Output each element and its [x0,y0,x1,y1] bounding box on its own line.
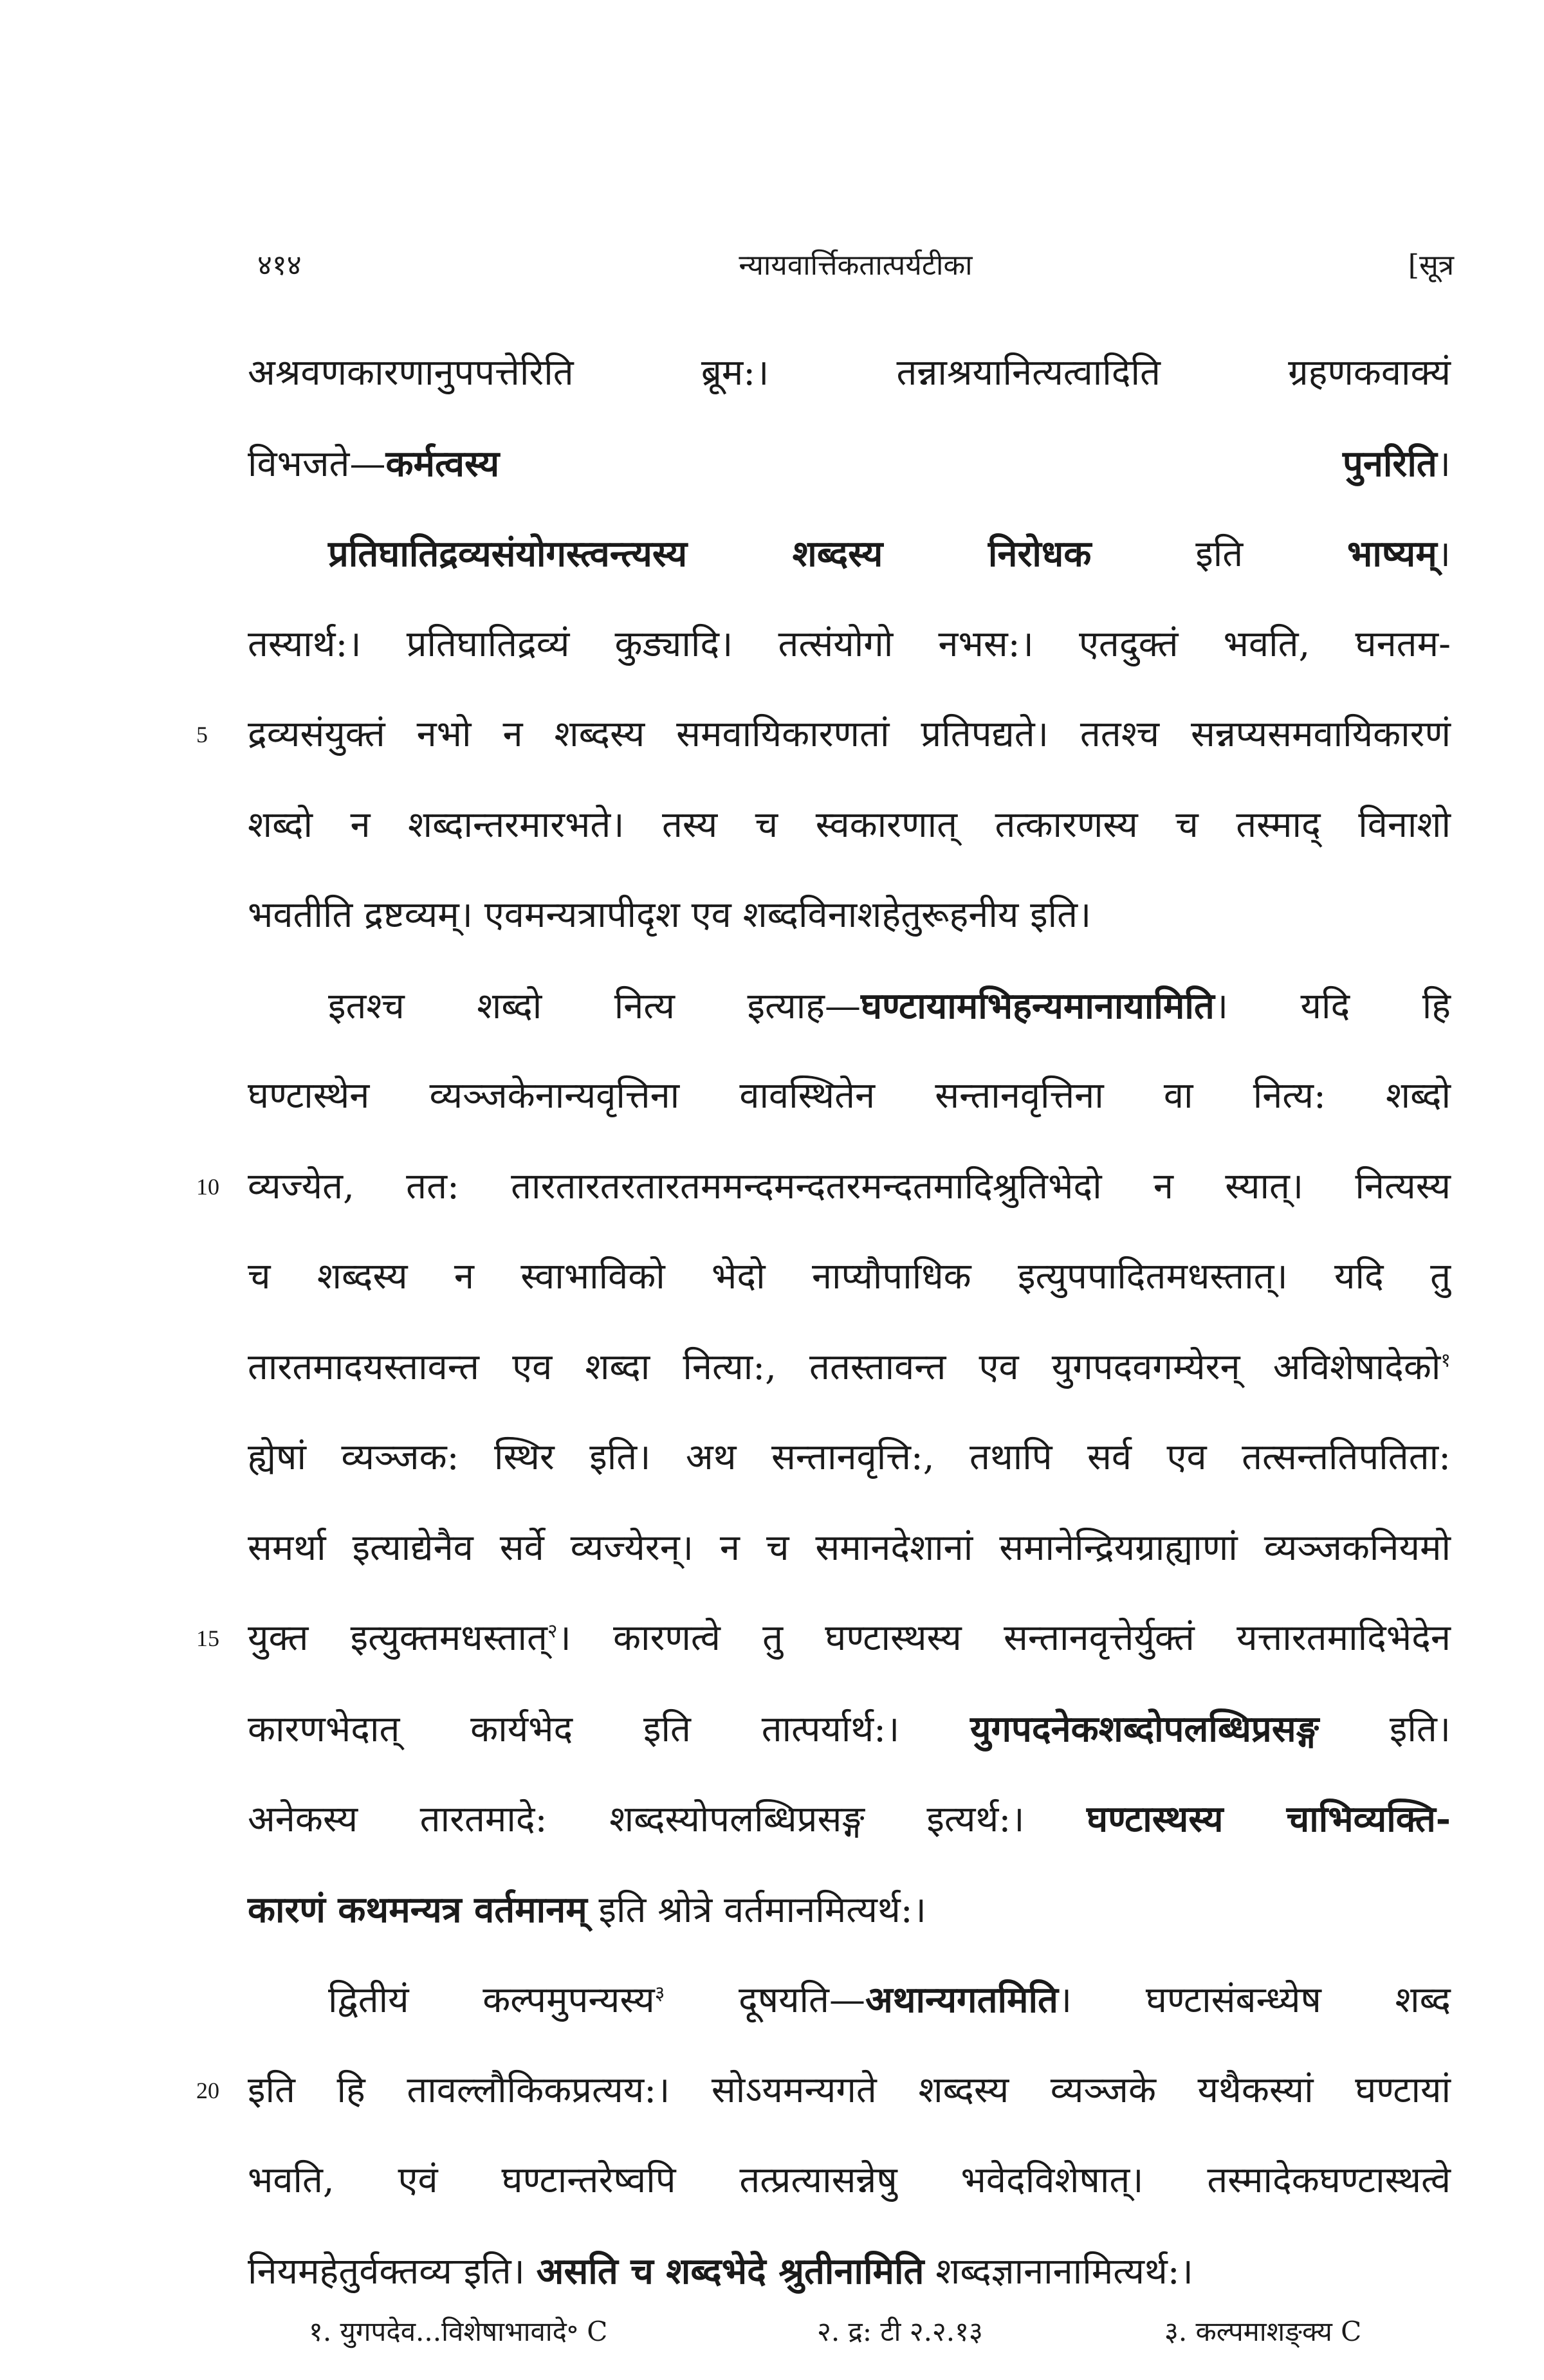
text-line [248,600,1451,690]
running-title: न्यायवार्त्तिकतात्पर्यटीका [739,249,973,282]
section-marker: [सूत्र [1408,249,1454,282]
bold-lemma: अथान्यगतमिति [865,1979,1058,2021]
text-segment: । घण्टासंबन्ध्येष शब्द [1058,1979,1451,2021]
footnote-1: १. युगपदेव...विशेषाभावादे॰ C [309,2316,608,2347]
text-line [196,690,1451,780]
text-segment: घण्टास्थेन व्यञ्जकेनान्यवृत्तिना वावस्थितेन सन्तानवृत्तिना वा नित्य: शब्दो [248,1075,1451,1117]
text-segment: इतश्च शब्दो नित्य इत्याह— [328,985,861,1027]
footnote-2: २. द्र: टी २.२.१३ [817,2316,983,2347]
footnote-rule [248,2261,492,2264]
text-segment: च शब्दस्य न स्वाभाविको भेदो नाप्यौपाधिक इत्युपपादितमधस्तात्। यदि तु [248,1256,1451,1297]
text-line [248,328,1451,419]
text-line [248,2226,1451,2317]
text-segment: कारणभेदात् कार्यभेद इति तात्पर्यार्थ:। [248,1708,970,1750]
text-line [248,1774,1451,1865]
text-line [248,961,1451,1052]
text-segment: विभजते— [248,443,386,485]
text-segment: समर्था इत्याद्येनैव सर्वे व्यज्येरन्। न च समानदेशानां समानेन्द्रियग्राह्याणां व्यञ्जकनियमो [248,1526,1451,1569]
text-line [248,2136,1451,2226]
text-line [248,870,1451,961]
text-line [248,1865,1451,1955]
line-number: 20 [196,2077,219,2103]
text-line [196,2046,1451,2136]
text-segment: द्रव्यसंयुक्तं नभो न शब्दस्य समवायिकारणतां प्रतिपद्यते। ततश्च सन्नप्यसमवायिकारणं [248,713,1451,755]
text-segment: भवति, एवं घण्टान्तरेष्वपि तत्प्रत्यासन्नेषु भवेदविशेषात्। तस्मादेकघण्टास्थत्वे [248,2159,1451,2201]
running-header [257,244,1454,289]
text-segment: । यदि हि [1214,985,1451,1027]
bold-lemma: असति च शब्दभेदे श्रुतीनामिति [536,2249,924,2293]
text-segment: अनेकस्य तारतमादे: शब्दस्योपलब्धिप्रसङ्ग इत्यर्थ:। [248,1799,1087,1840]
text-segment: इति। [1319,1708,1451,1750]
text-segment: इति हि तावल्लौकिकप्रत्यय:। सोऽयमन्यगते शब्दस्य व्यञ्जके यथैकस्यां घण्टायां [248,2069,1451,2111]
text-segment: दूषयति— [665,1979,865,2021]
text-line [248,419,1451,509]
page-number: ४१४ [257,249,302,282]
text-segment: । [1437,533,1451,575]
line-number: 10 [196,1173,219,1200]
line-number: 15 [196,1625,219,1651]
text-segment: तस्यार्थ:। प्रतिघातिद्रव्यं कुड्यादि। तत्संयोगो नभस:। एतदुक्तं भवति, घनतम- [248,623,1451,665]
text-segment: इति [1091,533,1348,575]
text-line [196,1142,1451,1232]
text-segment: भवतीति द्रष्टव्यम्। एवमन्यत्रापीदृश एव शब्दविनाशहेतुरूहनीय इति। [248,894,1092,936]
text-segment: युक्त इत्युक्तमधस्तात् [248,1617,547,1659]
text-segment: । कारणत्वे तु घण्टास्थस्य सन्तानवृत्तेर्युक्तं यत्तारतमादिभेदेन [557,1617,1451,1659]
bold-lemma: कर्मत्वस्य पुनरिति [385,442,1437,485]
line-number: 5 [196,722,208,747]
text-segment: इति श्रोत्रे वर्तमानमित्यर्थ:। [587,1889,926,1931]
text-line [248,780,1451,871]
text-line [248,509,1451,600]
bold-lemma: प्रतिघातिद्रव्यसंयोगस्त्वन्त्यस्य शब्दस्य निरोधक [328,533,1092,575]
text-line [196,1593,1451,1684]
text-segment: शब्दो न शब्दान्तरमारभते। तस्य च स्वकारणात् तत्कारणस्य च तस्माद् विनाशो [248,803,1451,846]
bold-lemma: घण्टास्थस्य चाभिव्यक्ति- [1086,1798,1451,1840]
text-line [248,1955,1451,2046]
text-segment: द्वितीयं कल्पमुपन्यस्य [328,1979,655,2021]
text-segment: ह्येषां व्यञ्जक: स्थिर इति। अथ सन्तानवृत्ति:, तथापि सर्व एव तत्सन्ततिपतिता: [248,1436,1451,1478]
text-segment: शब्दज्ञानानामित्यर्थ:। [924,2250,1193,2293]
footnote-marker: १ [1440,1348,1451,1371]
bold-lemma: घण्टायामभिहन्यमानायामिति [860,984,1215,1027]
footnote-3: ३. कल्पमाशङ्क्य C [1164,2316,1362,2347]
text-line [248,1232,1451,1323]
text-line [248,1323,1451,1413]
text-line [248,1051,1451,1142]
text-line [248,1413,1451,1503]
footnotes [309,2312,1454,2357]
text-segment: नियमहेतुर्वक्तव्य इति। [248,2250,537,2293]
text-segment: तारतमादयस्तावन्त एव शब्दा नित्या:, ततस्तावन्त एव युगपदवगम्येरन् अविशेषादेको [248,1346,1441,1388]
bold-lemma: कारणं कथमन्यत्र वर्तमानम् [248,1888,587,1931]
text-line [248,1503,1451,1594]
bold-lemma: भाष्यम् [1347,533,1437,575]
commentary-text [196,328,1451,2316]
text-line [248,1684,1451,1775]
text-segment: । [1437,443,1451,485]
text-segment: अश्रवणकारणानुपपत्तेरिति ब्रूम:। तन्नाश्रयानित्यत्वादिति ग्रहणकवाक्यं [248,352,1451,394]
bold-lemma: युगपदनेकशब्दोपलब्धिप्रसङ्ग [970,1707,1319,1750]
footnote-marker: ३ [654,1982,665,2005]
footnote-marker: २ [547,1620,558,1643]
text-segment: व्यज्येत, तत: तारतारतरतारतममन्दमन्दतरमन्दतमादिश्रुतिभेदो न स्यात्। नित्यस्य [248,1165,1451,1207]
